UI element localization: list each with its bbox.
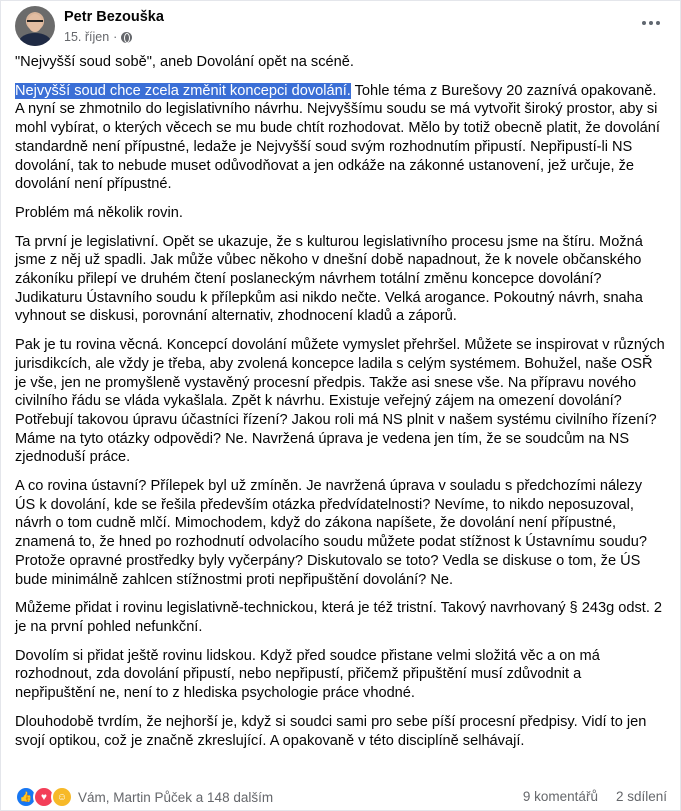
comments-count[interactable]: 9 komentářů (522, 789, 598, 804)
paragraph-1-rest: Tohle téma z Burešovy 20 zaznívá opakovaně. A nyní se zhmotnilo do legislativního návrhu. Nejvyššímu soudu se má vytvořit široký prostor, aby si mohl vybírat, o kterých věcech se mu bude chtít rozhodovat. Mělo by totiž obecně platit, že dovolání standardně není přípustné, ledaže je Nejvyšší soud svým rozhodnutím připustí. Nepřipustí-li NS dovolání, tak to nebude muset odůvodňovat a jen odkáže na zákonné ustanovení, jež určuje, že dovolání není přípustné. (15, 82, 660, 193)
post-header (15, 6, 675, 48)
more-options-button[interactable] (642, 18, 664, 28)
more-horizontal-icon (642, 21, 646, 25)
post-paragraph-1 (15, 82, 665, 194)
more-horizontal-icon-dot2 (649, 21, 653, 25)
post-paragraph-7: Dovolím si přidat ještě rovinu lidskou. Když před soudce přistane velmi složitá věc a on má rozhodnout, zda dovolání připustí, nebo nepřipustí, přičemž připuštění musí zdůvodnit a nepřipuštění ne, není to z hlediska psychologie práce vhodné. (15, 647, 600, 702)
post-paragraph-5: A co rovina ústavní? Přílepek byl už zmíněn. Je navržená úprava v souladu s předchozími nálezy ÚS k dovolání, kde se řešila především otázka předvídatelnosti? Nevíme, to nikdo neposuzoval, návrh o tom cudně mlčí. Mimochodem, když do zákona napíšete, že dovolání není přípustné, znamená to, že hned po rozhodnutí odvolacího soudu můžete podat stížnost k Ústavnímu soudu? Protože opravné prostředky byly vyčerpány? Diskutovalo se toto? Vedla se diskuse o tom, že ÚS bude minimálně zahlcen stížnostmi proti nepřipuštění dovolání? Ne. (15, 478, 647, 588)
post-meta (64, 30, 132, 44)
more-horizontal-icon-dot3 (656, 21, 660, 25)
care-icon: ☺ (51, 786, 73, 808)
post-body (15, 53, 665, 760)
post-intro: "Nejvyšší soud sobě", aneb Dovolání opět na scéně. (15, 54, 354, 70)
reactions-text[interactable]: Vám, Martin Půček a 148 dalším (78, 789, 274, 805)
love-icon: ♥ (33, 786, 55, 808)
selected-text[interactable]: Nejvyšší soud chce zcela změnit koncepci dovolání. (15, 82, 351, 99)
shares-count[interactable]: 2 sdílení (615, 789, 667, 804)
post-paragraph-3: Ta první je legislativní. Opět se ukazuje, že s kulturou legislativního procesu jsme na štíru. Možná jsme z něj už spadli. Jak může vůbec někoho v dnešní době napadnout, že k novele občanského zákoníku přilepí ve druhém čtení poslaneckým návrhem totální změnu koncepce dovolání? Judikaturu Ústavního soudu k přílepkům asi nikdo nečte. Velká arogance. Pokoutný návrh, snaha vyhnout se diskusi, porovnání alternativ, zhodnocení kladů a záporů. (15, 233, 643, 325)
post-footer (15, 786, 667, 808)
globe-icon[interactable] (121, 32, 132, 43)
meta-separator: · (113, 30, 118, 44)
post-stats (523, 789, 667, 804)
avatar-shirt (19, 33, 51, 46)
post-date[interactable]: 15. říjen (64, 30, 110, 44)
author-name[interactable]: Petr Bezouška (64, 9, 164, 25)
reactions-summary[interactable] (15, 786, 273, 808)
like-icon: 👍 (15, 786, 37, 808)
post-paragraph-8: Dlouhodobě tvrdím, že nejhorší je, když si soudci sami pro sebe píší procesní předpisy. Vidí to jen svojí optikou, což je značně zkreslující. A opakovaně v této disciplíně selhávají. (15, 713, 647, 749)
avatar-glasses (27, 20, 43, 26)
post-paragraph-4: Pak je tu rovina věcná. Koncepcí dovolání můžete vymyslet přehršel. Můžete se inspirovat v různých jurisdikcích, ale vždy je třeba, aby zvolená koncepce ladila s celým systémem. Bohužel, naše OSŘ je vše, jen ne promyšleně vystavěný procesní předpis. Takže asi snese vše. Na přípravu nového civilního řádu se vláda vykašlala. Zpět k návrhu. Existuje veřejný zájem na omezení dovolání? Potřebují takovou úpravu účastníci řízení? Jakou roli má NS plnit v našem systému civilního řízení? Máme na tyto otázky odpovědi? Ne. Navržená úprava je vedena jen tím, že se soudcům na NS zjednoduší práce. (15, 337, 665, 466)
author-avatar[interactable] (15, 6, 55, 46)
post-paragraph-6: Můžeme přidat i rovinu legislativně-technickou, která je též tristní. Takový navrhovaný § 243g odst. 2 je na první pohled nefunkční. (15, 600, 663, 635)
post-paragraph-2: Problém má několik rovin. (15, 204, 183, 221)
